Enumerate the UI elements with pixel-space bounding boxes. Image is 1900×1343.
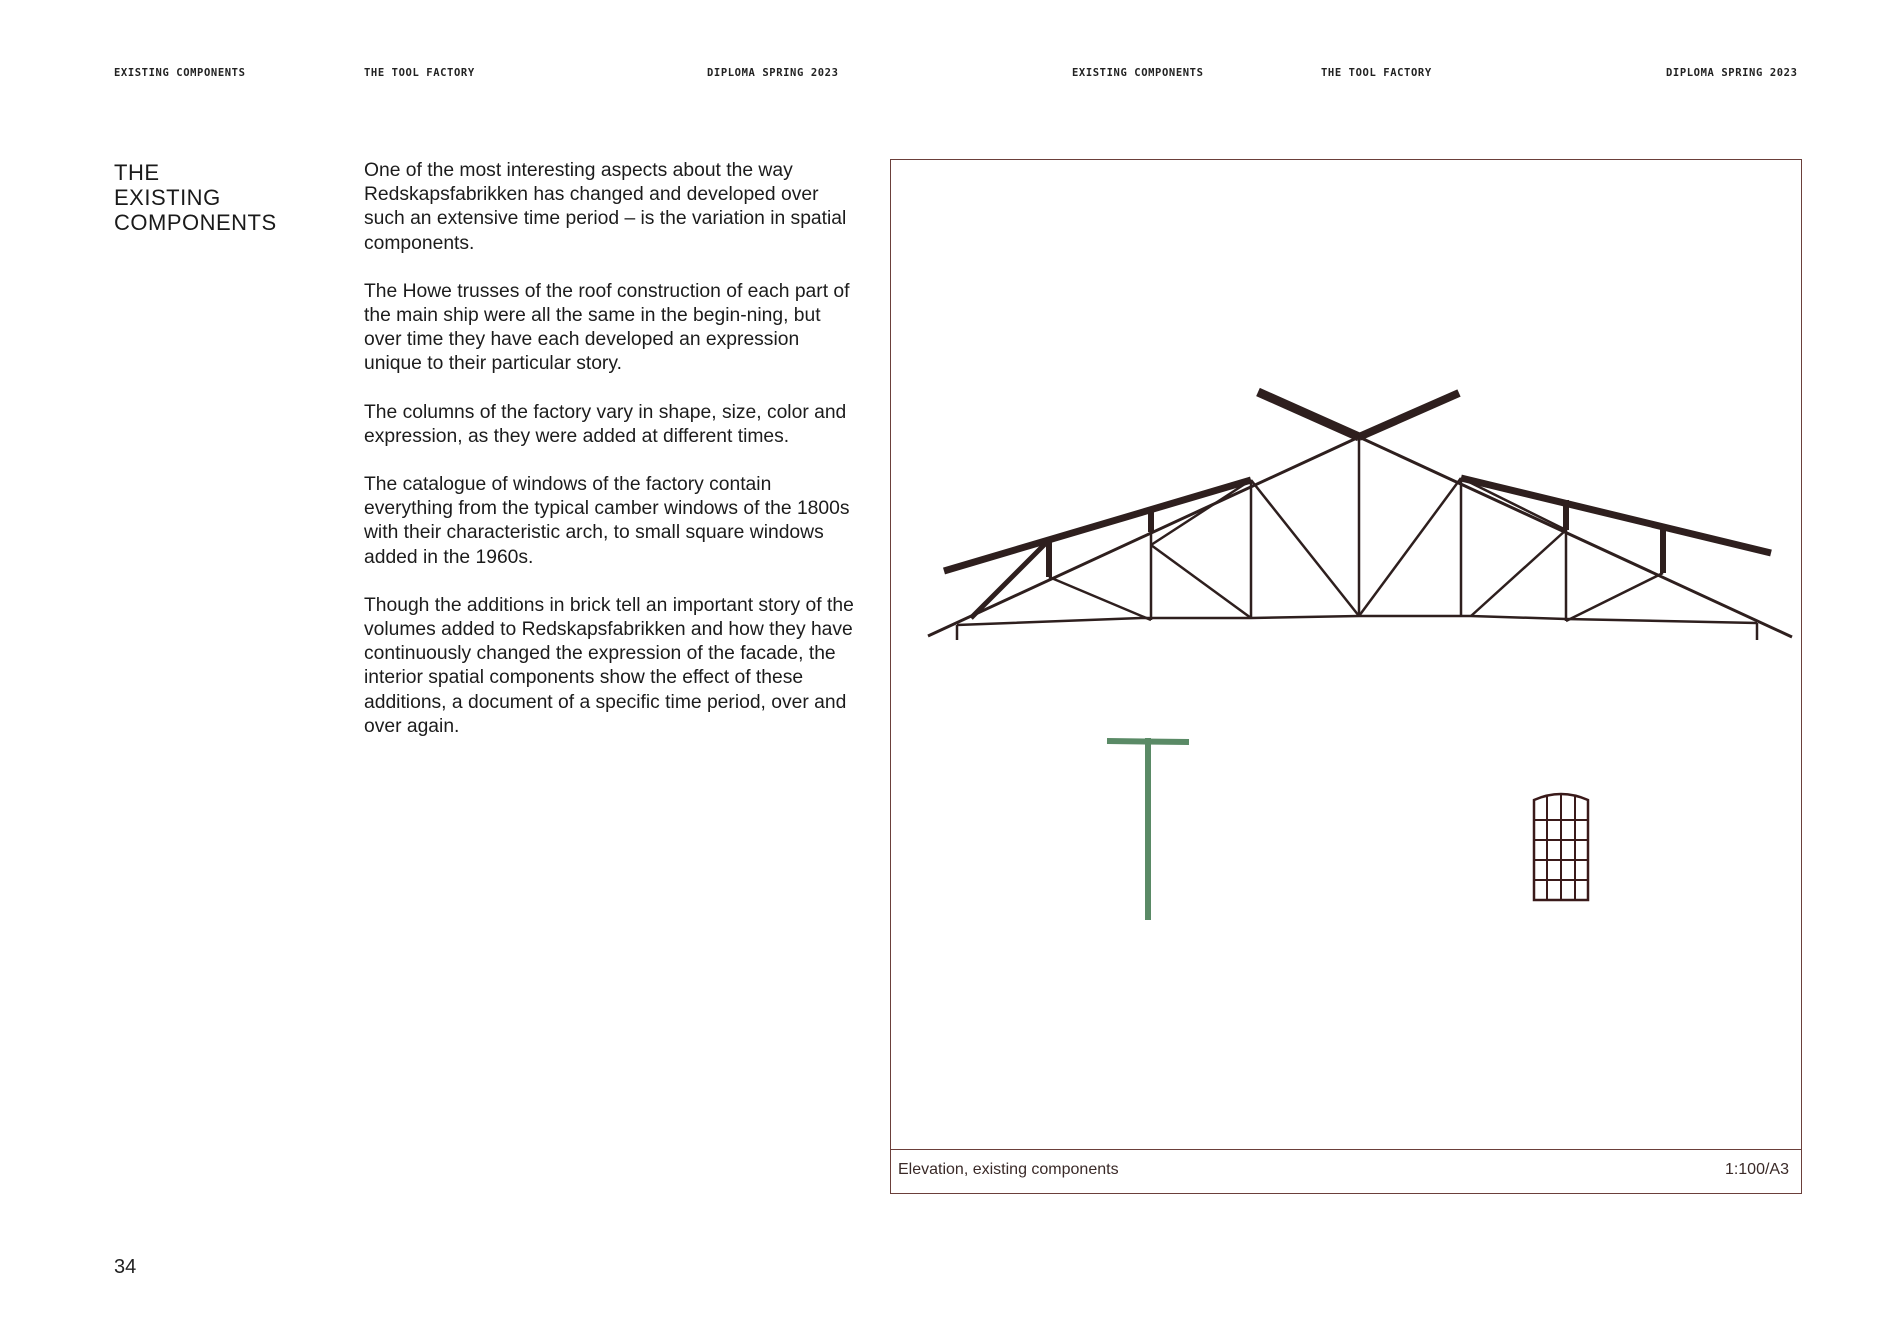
truss-diagonal (1359, 478, 1461, 616)
drawing-caption: Elevation, existing components (898, 1161, 1119, 1178)
truss-diagonal (1251, 480, 1359, 616)
truss-rafter-right (1359, 437, 1792, 637)
page-title (114, 160, 277, 235)
paragraph-4: The catalogue of windows of the factory contain everything from the typical camber windows of the 1800s with their characteristic arch, to small square windows added in the 1960s. (364, 474, 850, 568)
truss-bottom-chord (957, 616, 1757, 625)
header-diploma-left: DIPLOMA SPRING 2023 (707, 67, 839, 79)
paragraph-5: Though the additions in brick tell an important story of the volumes added to Redskapsfabrikken and how they have continuously changed the expression of the facade, the interior spatial components show the effect of these additions, a document of a specific time period, over and over again. (364, 594, 854, 737)
elevation-drawing-frame (890, 159, 1802, 1194)
truss-diagonal (1151, 480, 1251, 545)
header-project-left: THE TOOL FACTORY (364, 67, 475, 79)
drawing-scale: 1:100/A3 (1724, 1161, 1789, 1178)
title-line-2: EXISTING (114, 185, 221, 210)
elevation-drawing (891, 160, 1803, 1150)
header-project-right: THE TOOL FACTORY (1321, 67, 1432, 79)
truss-diagonal (1471, 530, 1566, 616)
truss-diagonal (1151, 545, 1251, 618)
header-section-left: EXISTING COMPONENTS (114, 67, 246, 79)
header-section-right: EXISTING COMPONENTS (1072, 67, 1204, 79)
paragraph-3: The columns of the factory vary in shape, size, color and expression, as they were added at different times. (364, 401, 847, 447)
page-number: 34 (114, 1256, 137, 1278)
truss-diagonal (1461, 478, 1566, 530)
truss-diagonal (1566, 573, 1663, 621)
howe-truss-drawing (928, 392, 1792, 640)
drawing-caption-bar (891, 1149, 1801, 1193)
truss-top-chord-right (1461, 478, 1771, 553)
title-line-3: COMPONENTS (114, 210, 277, 235)
column-drawing (1107, 738, 1189, 920)
truss-ridge-right (1359, 393, 1459, 437)
body-text (364, 159, 860, 763)
window-drawing (1534, 793, 1588, 900)
paragraph-1: One of the most interesting aspects about the way Redskapsfabrikken has changed and developed over such an extensive time period – is the variation in spatial components. (364, 160, 847, 254)
truss-ridge-left (1258, 392, 1359, 437)
title-line-1: THE (114, 160, 160, 185)
header-diploma-right: DIPLOMA SPRING 2023 (1666, 67, 1798, 79)
paragraph-2: The Howe trusses of the roof construction of each part of the main ship were all the same in the begin-ning, but over time they have each developed an expression unique to their particular story. (364, 280, 850, 375)
truss-diagonal (1049, 577, 1151, 620)
